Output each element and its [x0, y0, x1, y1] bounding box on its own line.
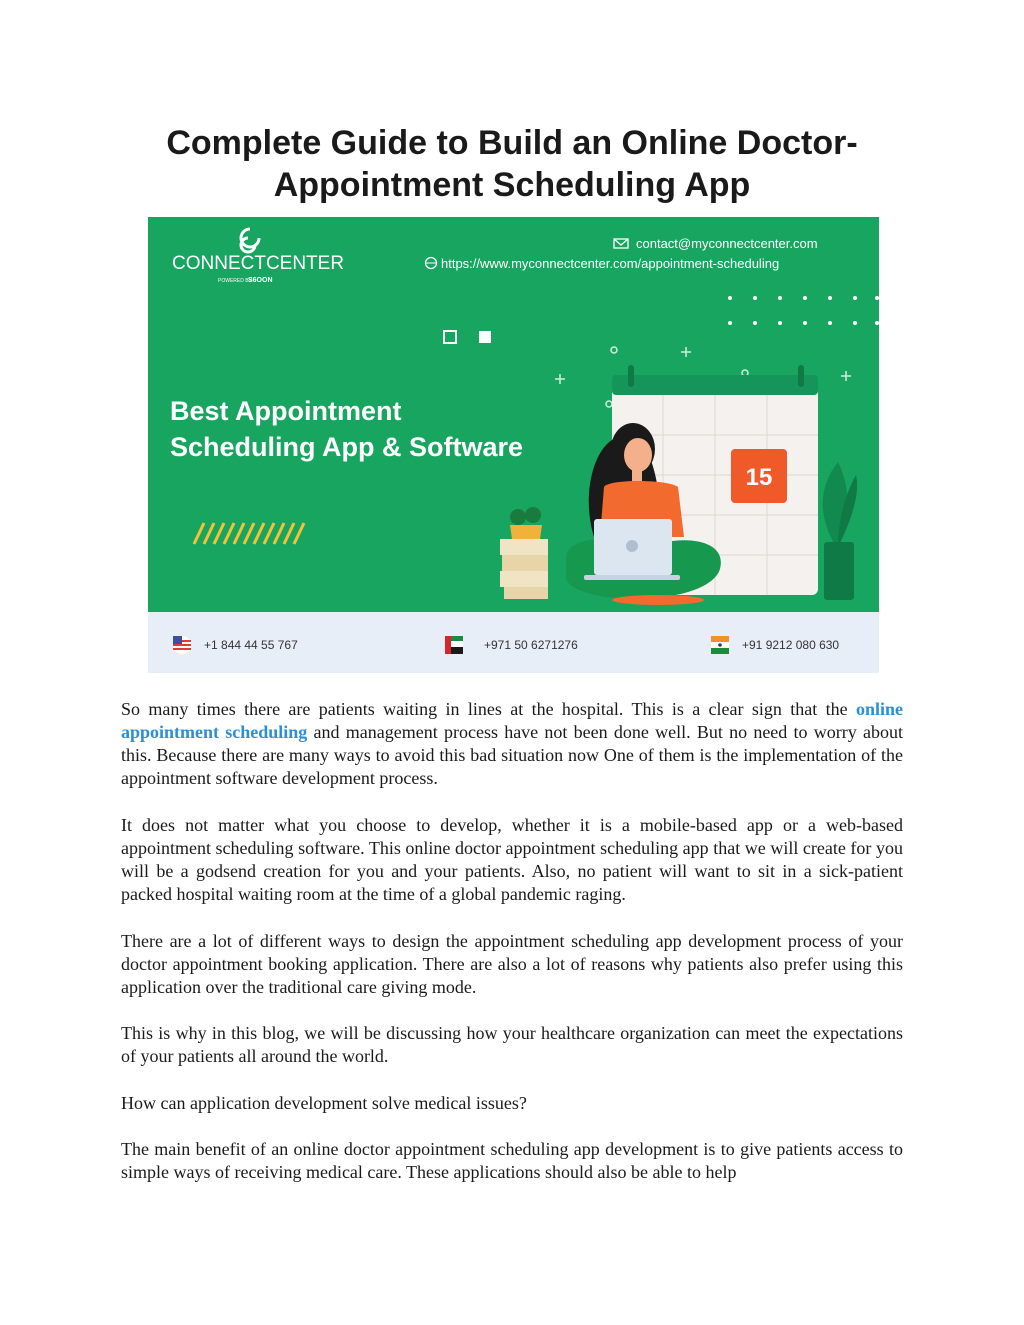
paragraph-2: It does not matter what you choose to develop, whether it is a mobile-based app or a web-based appointment scheduling software. This online doctor appointment scheduling app that we will create for you will be a godsend creation for you and your patients. Also, no patient will want to sit in a sick-patient packed hospital waiting room at the time of a global pandemic raging.	[121, 815, 903, 904]
phone-uae: +971 50 6271276	[484, 638, 578, 652]
calendar-date: 15	[745, 464, 773, 491]
paragraph-1-text-start: So many times there are patients waiting in lines at the hospital. This is a clear sign that the	[121, 699, 856, 719]
solid-square-decoration	[479, 331, 491, 343]
paragraph-5: How can application development solve medical issues?	[121, 1093, 527, 1113]
paragraph-1	[121, 698, 903, 790]
powered-by-logo: S6OON	[248, 277, 273, 284]
banner-headline-line-1: Best Appointment	[170, 396, 402, 426]
uae-flag-icon	[445, 636, 463, 654]
paragraph-1-text-end: and management process have not been done well. But no need to worry about this. Because there are many ways to avoid this bad situation now One of them is the implementation of the appointment software development process.	[121, 722, 903, 788]
brand-name: CONNECTCENTER	[172, 253, 345, 274]
paragraph-4: This is why in this blog, we will be discussing how your healthcare organization can meet the expectations of your patients all around the world.	[121, 1023, 903, 1066]
paragraph-6: The main benefit of an online doctor appointment scheduling app development is to give patients access to simple ways of receiving medical care. These applications should also be able to help	[121, 1139, 903, 1182]
contact-email: contact@myconnectcenter.com	[636, 236, 818, 251]
banner-headline-line-2: Scheduling App & Software	[170, 432, 524, 462]
contact-website: https://www.myconnectcenter.com/appointment-scheduling	[441, 256, 780, 271]
online-appointment-scheduling-link[interactable]: online appointment scheduling	[121, 699, 903, 742]
page-title	[100, 122, 924, 206]
phone-us: +1 844 44 55 767	[204, 638, 298, 652]
paragraph-3: There are a lot of different ways to design the appointment scheduling app development process of your doctor appointment booking application. There are also a lot of reasons why patients also prefer using this application over the traditional care giving mode.	[121, 931, 903, 997]
us-flag-icon	[173, 636, 191, 654]
title-line-1: Complete Guide to Build an Online Doctor-	[166, 124, 858, 162]
phone-india: +91 9212 080 630	[742, 638, 840, 652]
powered-by: POWERED BY	[218, 278, 252, 284]
india-flag-icon	[711, 636, 729, 654]
title-line-2: Appointment Scheduling App	[273, 166, 751, 204]
banner-image	[148, 217, 879, 673]
